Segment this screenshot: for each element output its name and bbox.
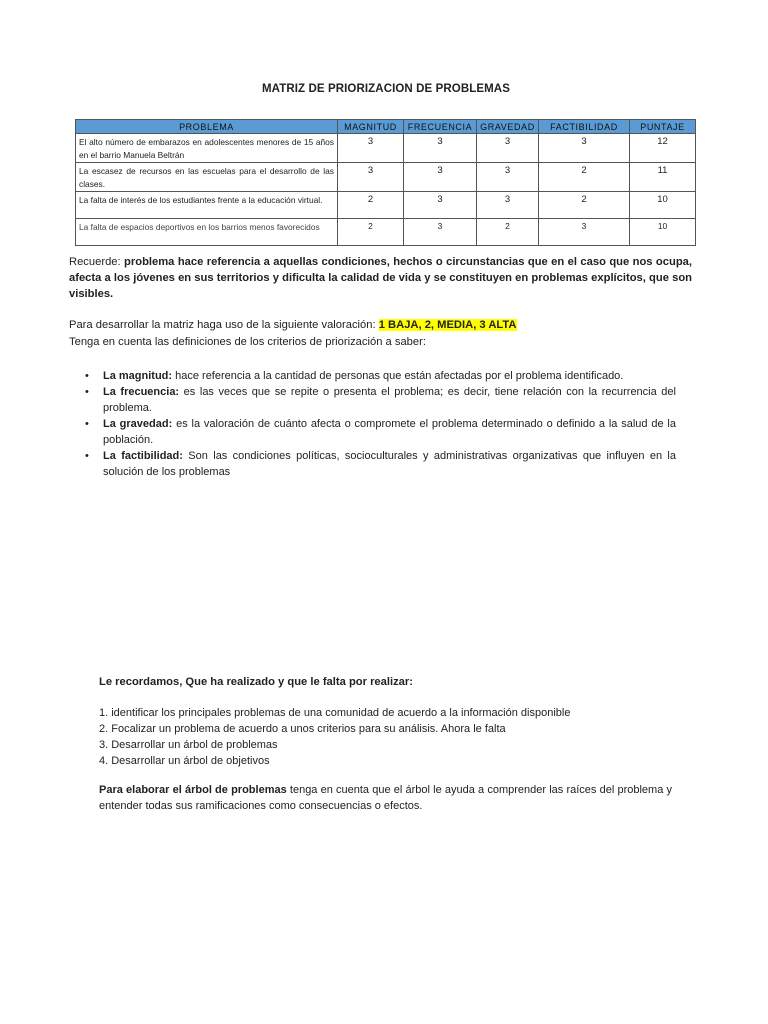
definiciones-intro: Tenga en cuenta las definiciones de los criterios de priorización a saber: [69, 336, 426, 348]
factibilidad-cell: 3 [539, 134, 630, 163]
criterion-term: La factibilidad: [103, 450, 183, 462]
puntaje-cell: 10 [630, 192, 696, 219]
problem-cell: La falta de espacios deportivos en los barrios menos favorecidos [76, 219, 338, 246]
recuerde-paragraph [69, 254, 692, 302]
criterion-text: es la valoración de cuánto afecta o compromete el problema determinado o definido a la salud de la población. [103, 418, 676, 446]
header-gravedad: GRAVEDAD [477, 120, 539, 134]
problem-cell: La escasez de recursos en las escuelas para el desarrollo de las clases. [76, 163, 338, 192]
problem-cell: El alto número de embarazos en adolescentes menores de 15 años en el barrio Manuela Beltrán [76, 134, 338, 163]
magnitud-cell: 3 [338, 163, 404, 192]
header-magnitud: MAGNITUD [338, 120, 404, 134]
criteria-list [84, 368, 676, 480]
steps-list [99, 705, 570, 769]
list-item: 3. Desarrollar un árbol de problemas [99, 739, 278, 751]
frecuencia-cell: 3 [404, 163, 477, 192]
puntaje-cell: 11 [630, 163, 696, 192]
tree-paragraph [99, 782, 672, 814]
valoracion-scale-highlight: 1 BAJA, 2, MEDIA, 3 ALTA [378, 319, 517, 331]
problem-cell: La falta de interés de los estudiantes frente a la educación virtual. [76, 192, 338, 219]
table-header-row [76, 120, 696, 134]
list-item: 4. Desarrollar un árbol de objetivos [99, 755, 270, 767]
magnitud-cell: 3 [338, 134, 404, 163]
reminder-heading: Le recordamos, Que ha realizado y que le falta por realizar: [99, 676, 413, 688]
magnitud-cell: 2 [338, 192, 404, 219]
factibilidad-cell: 3 [539, 219, 630, 246]
recuerde-definition: problema hace referencia a aquellas condiciones, hechos o circunstancias que en el caso que nos ocupa, afecta a los jóvenes en sus territorios y dificulta la calidad de vida y se constituyen en problemas explícitos, que son visibles. [69, 256, 692, 300]
criterion-term: La frecuencia: [103, 386, 180, 398]
bullet-icon: • [85, 418, 89, 430]
recuerde-prefix: Recuerde: [69, 256, 125, 268]
tree-text: tenga en cuenta que el árbol le ayuda a comprender las raíces del problema y entender todas sus ramificaciones como consecuencias o efectos. [99, 784, 673, 812]
bullet-icon: • [85, 450, 89, 462]
table-row [76, 219, 696, 246]
list-item [84, 384, 676, 416]
puntaje-cell: 10 [630, 219, 696, 246]
factibilidad-cell: 2 [539, 163, 630, 192]
criterion-text: hace referencia a la cantidad de personas que están afectadas por el problema identificado. [172, 370, 624, 382]
header-problema: PROBLEMA [76, 120, 338, 134]
criterion-text: es las veces que se repite o presenta el problema; es decir, tiene relación con la recurrencia del problema. [103, 386, 676, 414]
frecuencia-cell: 3 [404, 192, 477, 219]
criterion-term: La gravedad: [103, 418, 173, 430]
gravedad-cell: 3 [477, 134, 539, 163]
header-frecuencia: FRECUENCIA [404, 120, 477, 134]
tree-lead: Para elaborar el árbol de problemas [99, 784, 287, 796]
magnitud-cell: 2 [338, 219, 404, 246]
prioritization-matrix-table [75, 119, 696, 246]
frecuencia-cell: 3 [404, 134, 477, 163]
criterion-text: Son las condiciones políticas, socioculturales y administrativas organizativas que influyen en la solución de los problemas [103, 450, 676, 478]
bullet-icon: • [85, 386, 89, 398]
frecuencia-cell: 3 [404, 219, 477, 246]
table-row [76, 163, 696, 192]
header-factibilidad: FACTIBILIDAD [539, 120, 630, 134]
header-puntaje: PUNTAJE [630, 120, 696, 134]
gravedad-cell: 2 [477, 219, 539, 246]
list-item [84, 368, 676, 384]
list-item: 2. Focalizar un problema de acuerdo a unos criterios para su análisis. Ahora le falta [99, 723, 506, 735]
table-row [76, 134, 696, 163]
table-row [76, 192, 696, 219]
bullet-icon: • [85, 370, 89, 382]
valoracion-text: Para desarrollar la matriz haga uso de la siguiente valoración: [69, 319, 379, 331]
puntaje-cell: 12 [630, 134, 696, 163]
factibilidad-cell: 2 [539, 192, 630, 219]
criterion-term: La magnitud: [103, 370, 173, 382]
list-item [84, 416, 676, 448]
gravedad-cell: 3 [477, 163, 539, 192]
document-title: MATRIZ DE PRIORIZACION DE PROBLEMAS [262, 83, 510, 95]
list-item [84, 448, 676, 480]
valoracion-line [69, 317, 692, 333]
list-item: 1. identificar los principales problemas de una comunidad de acuerdo a la información disponible [99, 707, 571, 719]
gravedad-cell: 3 [477, 192, 539, 219]
